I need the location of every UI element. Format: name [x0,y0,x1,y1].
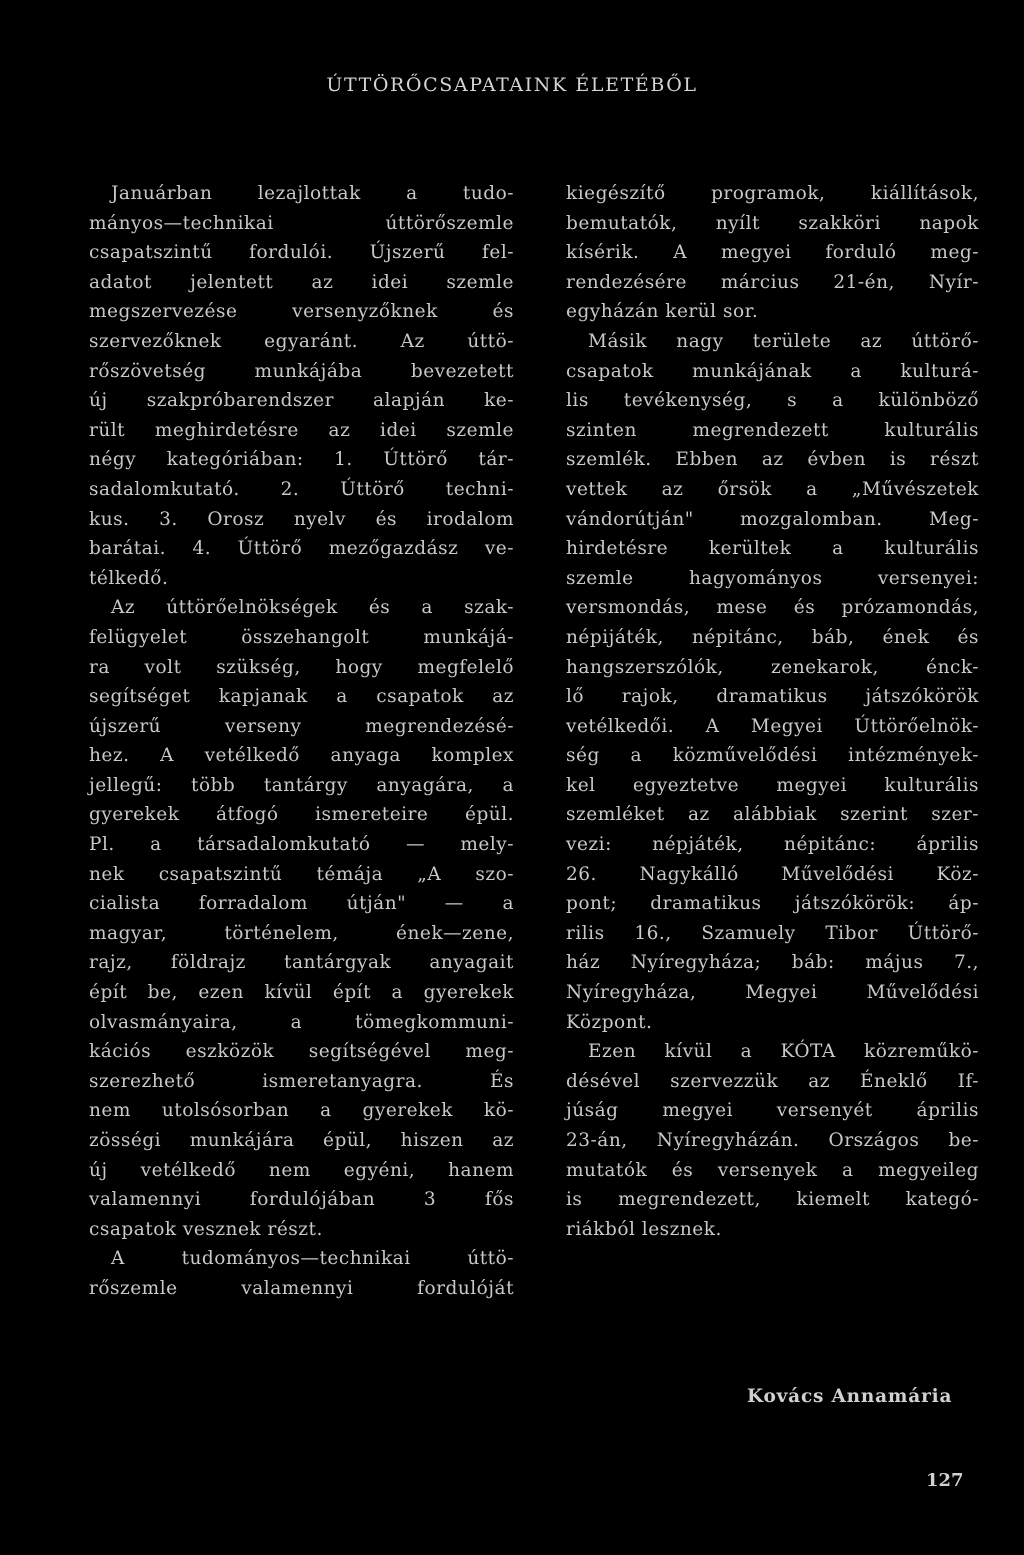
text-line: vettek az őrsök a „Művészetek [566,478,979,500]
text-line: Januárban lezajlottak a tudo- [111,183,514,204]
left-column [89,179,514,1304]
text-line: mutatók és versenyek a megyeileg [566,1159,979,1181]
text-line: 26. Nagykálló Művelődési Köz- [566,863,979,885]
text-line: ség a közművelődési intézmények- [566,745,979,767]
text-line: újszerű verseny megrendezésé- [89,715,514,737]
text-line: riákból lesznek. [566,1218,722,1240]
text-line: vándorútján" mozgalomban. Meg- [566,508,979,530]
text-line: lő rajok, dramatikus játszókörök [566,686,979,708]
text-line: felügyelet összehangolt munkájá- [89,626,514,648]
text-line: gyerekek átfogó ismereteire épül. [89,804,514,826]
text-line: Központ. [566,1011,653,1033]
page-header: ÚTTÖRŐCSAPATAINK ÉLETÉBŐL [326,74,698,96]
text-line: magyar, történelem, ének—zene, [89,922,514,944]
text-line: hirdetésre kerültek a kulturális [566,538,979,560]
right-column [566,179,979,1244]
author-signature: Kovács Annamária [747,1386,953,1407]
text-line: pont; dramatikus játszókörök: áp- [566,893,979,915]
text-line: nek csapatszintű témája „A szo- [89,863,514,885]
text-line: rült meghirdetésre az idei szemle [89,419,514,441]
text-line: kísérik. A megyei forduló meg- [566,242,979,264]
text-line: kus. 3. Orosz nyelv és irodalom [89,508,514,530]
text-line: bemutatók, nyílt szakköri napok [566,212,979,234]
text-line: is megrendezett, kiemelt kategó- [566,1189,979,1211]
text-line: kációs eszközök segítségével meg- [89,1041,514,1063]
text-line: lis tevékenység, s a különböző [566,390,979,412]
text-line: új szakpróbarendszer alapján ke- [89,390,514,412]
text-line: 23-án, Nyíregyházán. Országos be- [566,1130,979,1151]
page-number: 127 [926,1470,964,1491]
text-line: négy kategóriában: 1. Úttörő tár- [89,449,514,471]
text-line: hangszerszólók, zenekarok, énck- [566,656,979,678]
text-line: nem utolsósorban a gyerekek kö- [89,1100,514,1122]
text-line: népijáték, népitánc, báb, ének és [566,626,979,648]
text-line: Ezen kívül a KÓTA közreműkö- [588,1041,979,1063]
text-line: rilis 16., Szamuely Tibor Úttörő- [566,922,979,944]
text-line: júság megyei versenyét április [566,1100,979,1122]
text-line: adatot jelentett az idei szemle [89,271,514,293]
text-line: olvasmányaira, a tömegkommuni- [89,1011,514,1033]
text-line: csapatok vesznek részt. [89,1218,323,1240]
text-line: szervezőknek egyaránt. Az úttö- [89,330,514,352]
text-line: épít be, ezen kívül épít a gyerekek [89,982,514,1004]
text-line: egyházán kerül sor. [566,301,759,323]
text-line: Nyíregyháza, Megyei Művelődési [566,982,979,1004]
text-line: ra volt szükség, hogy megfelelő [89,656,514,678]
text-line: szemle hagyományos versenyei: [566,567,979,589]
text-line: Pl. a társadalomkutató — mely- [89,834,514,856]
text-line: rajz, földrajz tantárgyak anyagait [89,952,514,974]
text-line: valamennyi fordulójában 3 fős [89,1189,514,1211]
text-line: új vetélkedő nem egyéni, hanem [89,1159,514,1181]
text-line: segítséget kapjanak a csapatok az [89,686,514,708]
text-line: Másik nagy területe az úttörő- [588,330,979,352]
text-line: cialista forradalom útján" — a [89,893,514,915]
text-line: rőszövetség munkájába bevezetett [89,360,514,382]
text-line: szemlék. Ebben az évben is részt [566,449,979,471]
text-line: ház Nyíregyháza; báb: május 7., [566,952,979,974]
text-line: szinten megrendezett kulturális [566,419,979,441]
text-line: sadalomkutató. 2. Úttörő techni- [89,478,514,500]
text-line: mányos—technikai úttörőszemle [89,212,514,234]
text-line: kiegészítő programok, kiállítások, [566,183,979,204]
text-line: megszervezése versenyzőknek és [89,301,514,323]
text-line: rendezésére március 21-én, Nyír- [566,271,979,293]
text-line: barátai. 4. Úttörő mezőgazdász ve- [89,538,514,560]
text-line: zösségi munkájára épül, hiszen az [89,1130,514,1151]
text-line: szemléket az alábbiak szerint szer- [566,804,979,826]
text-line: désével szervezzük az Éneklő If- [566,1070,979,1092]
text-line: csapatok munkájának a kulturá- [566,360,979,382]
text-line: vetélkedői. A Megyei Úttörőelnök- [566,715,979,737]
text-line: szerezhető ismeretanyagra. És [89,1070,514,1092]
text-line: A tudományos—technikai úttö- [111,1248,514,1270]
text-line: jellegű: több tantárgy anyagára, a [89,774,514,796]
text-line: télkedő. [89,567,169,589]
text-line: rőszemle valamennyi fordulóját [89,1277,514,1299]
text-line: vezi: népjáték, népitánc: április [566,834,979,856]
text-line: Az úttörőelnökségek és a szak- [111,597,514,619]
text-line: csapatszintű fordulói. Újszerű fel- [89,242,514,264]
text-line: kel egyeztetve megyei kulturális [566,774,979,796]
text-line: versmondás, mese és prózamondás, [566,597,979,619]
text-line: hez. A vetélkedő anyaga komplex [89,745,514,767]
